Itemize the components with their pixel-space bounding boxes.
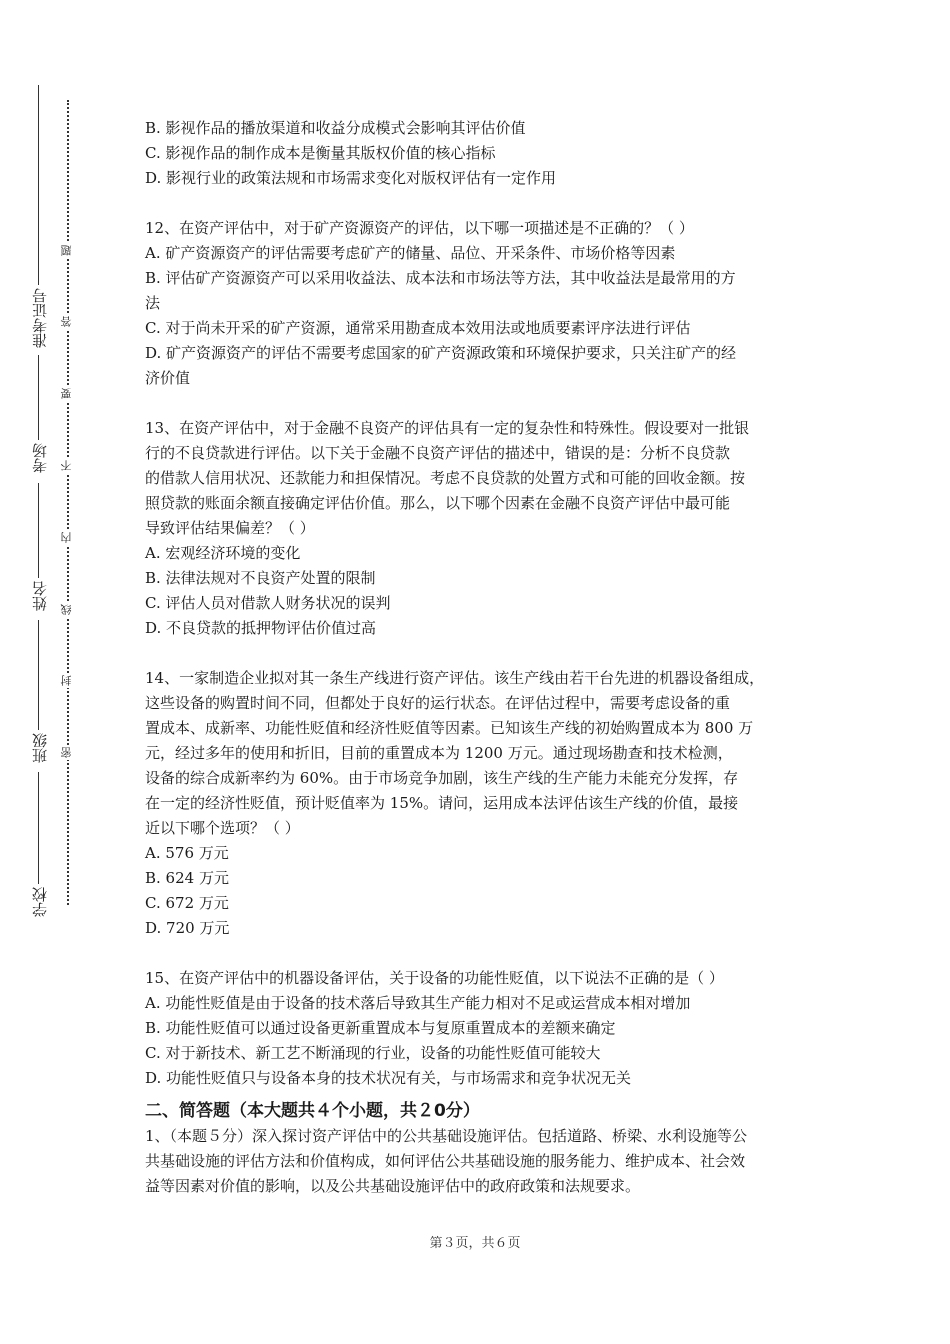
name-label: 姓名: [31, 581, 49, 611]
seal-char: 内: [60, 532, 73, 543]
question-stem: 置成本、成新率、功能性贬值和经济性贬值等因素。已知该生产线的初始购置成本为 800 万: [145, 719, 754, 737]
seal-char: 要: [60, 388, 73, 399]
option-b: B. 功能性贬值可以通过设备更新重置成本与复原重置成本的差额来确定: [145, 1019, 616, 1037]
question-stem: 设备的综合成新率约为 60%。由于市场竞争加剧，该生产线的生产能力未能充分发挥，存: [145, 769, 739, 787]
question-stem: 在一定的经济性贬值，预计贬值率为 15%。请问，运用成本法评估该生产线的价值，最接: [145, 794, 739, 812]
short-answer-question-1: [145, 1124, 835, 1199]
option-a: A. 矿产资源资产的评估需要考虑矿产的储量、品位、开采条件、市场价格等因素: [145, 244, 676, 262]
seal-char: 答: [60, 316, 73, 327]
margin-line: [38, 483, 39, 578]
question-stem: 15、在资产评估中的机器设备评估，关于设备的功能性贬值，以下说法不正确的是（ ）: [145, 969, 724, 987]
option-c: C. 对于尚未开采的矿产资源，通常采用勘查成本效用法或地质要素评序法进行评估: [145, 319, 691, 337]
seal-char: 密: [60, 747, 73, 758]
question-stem: 元，经过多年的使用和折旧，目前的重置成本为 1200 万元。通过现场勘查和技术检测，: [145, 744, 733, 762]
option-c: C. 对于新技术、新工艺不断涌现的行业，设备的功能性贬值可能较大: [145, 1044, 601, 1062]
margin-line: [38, 620, 39, 730]
option-a: A. 576 万元: [145, 844, 229, 862]
option-d: D. 功能性贬值只与设备本身的技术状况有关，与市场需求和竞争状况无关: [145, 1069, 632, 1087]
option-a: A. 宏观经济环境的变化: [145, 544, 301, 562]
exam-content: [145, 116, 835, 1199]
question-11-continued: [145, 116, 835, 191]
option-c: C. 672 万元: [145, 894, 229, 912]
option-d-cont: 济价值: [145, 369, 191, 387]
question-stem: 12、在资产评估中，对于矿产资源资产的评估，以下哪一项描述是不正确的？（ ）: [145, 219, 694, 237]
exam-room-label: 考场: [31, 443, 49, 473]
option-a: A. 功能性贬值是由于设备的技术落后导致其生产能力相对不足或运营成本相对增加: [145, 994, 691, 1012]
margin-line: [38, 85, 39, 285]
question-14: [145, 666, 835, 941]
seal-dotted-line: [67, 100, 69, 905]
option-b: B. 评估矿产资源资产可以采用收益法、成本法和市场法等方法，其中收益法是最常用的方: [145, 269, 736, 287]
option-d: D. 影视行业的政策法规和市场需求变化对版权评估有一定作用: [145, 169, 557, 187]
question-stem: 的借款人信用状况、还款能力和担保情况。考虑不良贷款的处置方式和可能的回收金额。按: [145, 469, 746, 487]
exam-id-label: 准考证号: [31, 288, 49, 348]
question-15: [145, 966, 835, 1091]
option-b-cont: 法: [145, 294, 161, 312]
school-label: 学校: [31, 887, 49, 917]
option-c: C. 影视作品的制作成本是衡量其版权价值的核心指标: [145, 144, 496, 162]
seal-char: 题: [60, 245, 73, 256]
option-d: D. 不良贷款的抵押物评估价值过高: [145, 619, 377, 637]
option-c: C. 评估人员对借款人财务状况的误判: [145, 594, 391, 612]
seal-char: 线: [60, 604, 73, 615]
question-stem: 近以下哪个选项？（ ）: [145, 819, 300, 837]
option-b: B. 624 万元: [145, 869, 229, 887]
seal-char: 不: [60, 460, 73, 471]
question-stem: 照贷款的账面余额直接确定评估价值。那么，以下哪个因素在金融不良资产评估中最可能: [145, 494, 731, 512]
question-stem: 这些设备的购置时间不同，但都处于良好的运行状态。在评估过程中，需要考虑设备的重: [145, 694, 731, 712]
question-text: 共基础设施的评估方法和价值构成，如何评估公共基础设施的服务能力、维护成本、社会效: [145, 1152, 746, 1170]
option-d: D. 矿产资源资产的评估不需要考虑国家的矿产资源政策和环境保护要求，只关注矿产的经: [145, 344, 737, 362]
seal-char: 封: [60, 675, 73, 686]
question-stem: 14、一家制造企业拟对其一条生产线进行资产评估。该生产线由若干台先进的机器设备组成，: [145, 669, 765, 687]
question-stem: 13、在资产评估中，对于金融不良资产的评估具有一定的复杂性和特殊性。假设要对一批银: [145, 419, 750, 437]
question-text: 益等因素对价值的影响，以及公共基础设施评估中的政府政策和法规要求。: [145, 1177, 641, 1195]
page-footer: 第３页，共６页: [429, 1236, 521, 1251]
question-12: [145, 216, 835, 391]
option-b: B. 影视作品的播放渠道和收益分成模式会影响其评估价值: [145, 119, 526, 137]
option-b: B. 法律法规对不良资产处置的限制: [145, 569, 376, 587]
question-stem: 行的不良贷款进行评估。以下关于金融不良资产评估的描述中，错误的是：分析不良贷款: [145, 444, 731, 462]
question-stem: 导致评估结果偏差？（ ）: [145, 519, 315, 537]
class-label: 班级: [31, 733, 49, 763]
question-text: 1、（本题５分）深入探讨资产评估中的公共基础设施评估。包括道路、桥梁、水利设施等公: [145, 1127, 748, 1145]
option-d: D. 720 万元: [145, 919, 230, 937]
margin-line: [38, 355, 39, 440]
question-13: [145, 416, 835, 641]
section-title: 二、简答题（本大题共４个小题，共２0分）: [145, 1101, 480, 1121]
margin-line: [38, 772, 39, 884]
